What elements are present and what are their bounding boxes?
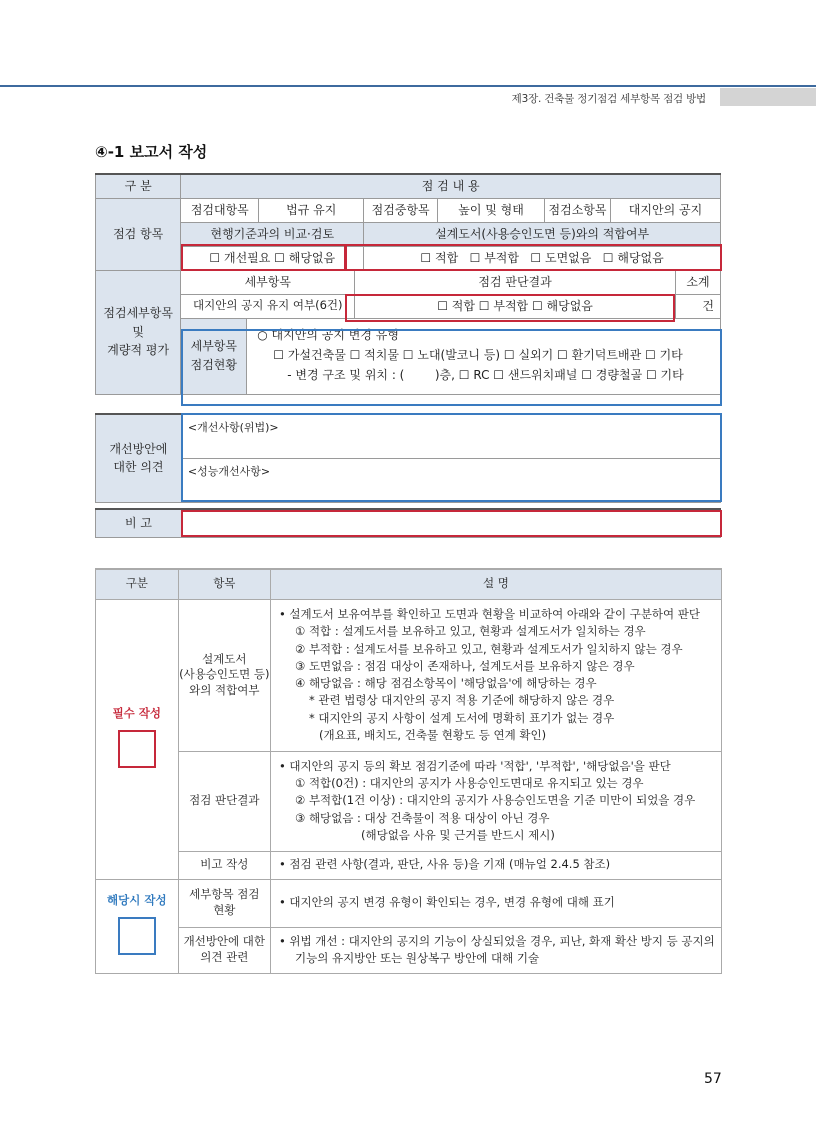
judgment-options[interactable]: ☐ 적합 ☐ 부적합 ☐ 해당없음 (355, 294, 676, 318)
major-item-value: 법규 유지 (259, 198, 364, 222)
design-match-highlight (345, 244, 722, 271)
guide-col-desc: 설 명 (270, 569, 721, 599)
remarks-highlight (181, 510, 722, 537)
guide-row-item: 개선방안에 대한 의견 관련 (178, 927, 270, 973)
guide-table (95, 568, 722, 974)
judgment-header: 점검 판단결과 (355, 270, 676, 294)
status-line-2: ☐ 가설건축물 ☐ 적치물 ☐ 노대(발코니 등) ☐ 실외기 ☐ 환기덕트배관 ☐ 기타 (273, 348, 683, 363)
required-square-icon (118, 730, 156, 768)
guide-row-item: 비고 작성 (178, 851, 270, 879)
chapter-title: 제3장. 건축물 정기점검 세부항목 점검 방법 (511, 93, 706, 105)
detail-status-highlight (181, 329, 722, 406)
guide-row-desc (270, 927, 721, 973)
detail-eval-label: 점검세부항목 및 계량적 평가 (96, 270, 181, 394)
improvement-violation-field[interactable]: <개선사항(위법)> (181, 414, 720, 458)
guide-row-item: 점검 판단결과 (178, 751, 270, 851)
desc-line: • 설계도서 보유여부를 확인하고 도면과 현황을 비교하여 아래와 같이 구분하여 판단 (278, 607, 701, 621)
minor-item-value: 대지안의 공지 (610, 198, 720, 222)
desc-line: ② 부적합 : 설계도서를 보유하고 있고, 현황과 설계도서가 일치하지 않는 경우 (294, 641, 683, 656)
col-category-header: 구 분 (96, 174, 181, 198)
detail-status-label: 세부항목 점검현황 (181, 318, 247, 394)
desc-line: * 관련 법령상 대지안의 공지 적용 기준에 해당하지 않은 경우 (308, 693, 615, 708)
section-title: ④-1 보고서 작성 (95, 143, 208, 161)
guide-row-item: 설계도서 (사용승인도면 등) 와의 적합여부 (178, 599, 270, 751)
desc-line: * 대지안의 공지 사항이 설계 도서에 명확히 표기가 없는 경우 (308, 710, 615, 725)
remarks-label: 비 고 (96, 509, 182, 537)
inspection-item-label: 점검 항목 (96, 198, 181, 270)
desc-line: • 대지안의 공지 변경 유형이 확인되는 경우, 변경 유형에 대해 표기 (278, 895, 615, 910)
detail-item-name: 대지안의 공지 유지 여부(6건) (181, 294, 355, 318)
design-match-label: 설계도서(사용승인도면 등)와의 적합여부 (364, 222, 721, 246)
desc-line: ② 부적합(1건 이상) : 대지안의 공지가 사용승인도면을 기준 미만이 되었을 경우 (294, 793, 696, 808)
desc-line: • 위법 개선 : 대지안의 공지의 기능이 상실되었을 경우, 피난, 화재 확산 방지 등 공지의 (278, 933, 715, 948)
middle-item-value: 높이 및 형태 (438, 198, 545, 222)
compare-options-highlight (181, 244, 346, 271)
guide-col-category: 구분 (96, 569, 179, 599)
guide-row-desc (270, 851, 721, 879)
subtotal-header: 소계 (675, 270, 720, 294)
required-label: 필수 작성 (112, 705, 162, 720)
major-item-label: 점검대항목 (181, 198, 259, 222)
header-rule (0, 85, 816, 87)
desc-line: ① 적합(0건) : 대지안의 공지가 사용승인도면대로 유지되고 있는 경우 (294, 776, 644, 791)
desc-line: • 대지안의 공지 등의 확보 점검기준에 따라 '적합', '부적합', '해당없음'을 판단 (278, 758, 671, 773)
chapter-header (0, 88, 816, 106)
improvement-highlight (181, 413, 722, 502)
count-unit[interactable]: 건 (675, 294, 720, 318)
guide-row-desc (270, 599, 721, 751)
improvement-label: 개선방안에 대한 의견 (96, 414, 182, 502)
compare-label: 현행기준과의 비교·검토 (181, 222, 364, 246)
desc-line: 기능의 유지방안 또는 원상복구 방안에 대해 기술 (294, 951, 540, 965)
col-content-header: 점 검 내 용 (181, 174, 721, 198)
desc-line: ① 적합 : 설계도서를 보유하고 있고, 현황과 설계도서가 일치하는 경우 (294, 624, 646, 639)
optional-square-icon (118, 917, 156, 955)
guide-row-desc (270, 879, 721, 927)
chapter-tab (720, 88, 816, 106)
desc-line: ④ 해당없음 : 해당 점검소항목이 '해당없음'에 해당하는 경우 (294, 676, 597, 690)
improvement-performance-field[interactable]: <성능개선사항> (181, 458, 720, 502)
design-match-options[interactable]: ☐ 적합 ☐ 부적합 ☐ 도면없음 ☐ 해당없음 (364, 246, 721, 270)
desc-line: ③ 도면없음 : 점검 대상이 존재하나, 설계도서를 보유하지 않은 경우 (294, 658, 635, 673)
guide-row-desc (270, 751, 721, 851)
guide-row-item: 세부항목 점검 현황 (178, 879, 270, 927)
optional-category (96, 879, 179, 973)
judgment-highlight (345, 294, 675, 322)
desc-line: (해당없음 사유 및 근거를 반드시 제시) (360, 827, 555, 842)
guide-col-item: 항목 (178, 569, 270, 599)
compare-options[interactable]: ☐ 개선필요 ☐ 해당없음 (181, 246, 364, 270)
minor-item-label: 점검소항목 (545, 198, 611, 222)
optional-label: 해당시 작성 (107, 892, 167, 907)
page-number: 57 (704, 1071, 722, 1087)
detail-item-header: 세부항목 (181, 270, 355, 294)
desc-line: • 점검 관련 사항(결과, 판단, 사유 등)을 기재 (매뉴얼 2.4.5 참조) (278, 857, 611, 872)
status-line-3: - 변경 구조 및 위치 : ( )층, ☐ RC ☐ 샌드위치패널 ☐ 경량철골 ☐ 기타 (287, 367, 684, 382)
required-category (96, 599, 179, 879)
desc-line: ③ 해당없음 : 대상 건축물이 적용 대상이 아닌 경우 (294, 810, 550, 825)
desc-line: (개요표, 배치도, 건축물 현황도 등 연계 확인) (318, 727, 547, 742)
status-line-1: ○ 대지안의 공지 변경 유형 (257, 328, 399, 343)
middle-item-label: 점검중항목 (364, 198, 438, 222)
